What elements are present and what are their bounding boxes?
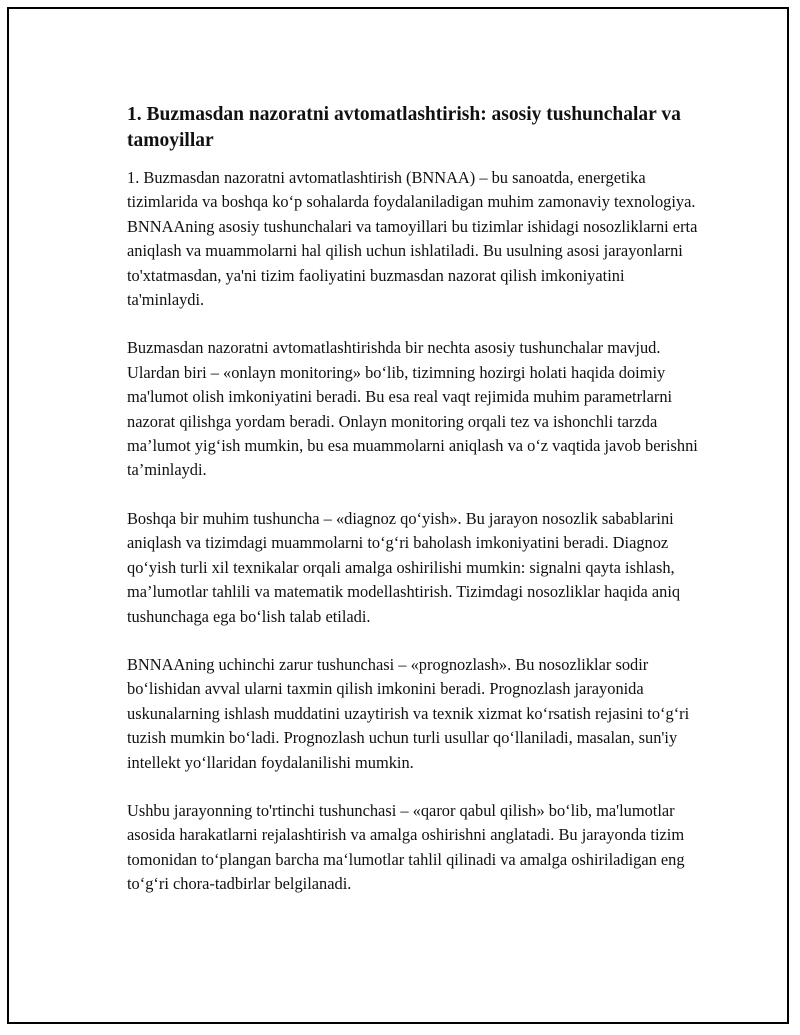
paragraph-intro: 1. Buzmasdan nazoratni avtomatlashtirish (BNNAA) – bu sanoatda, energetika tizimlarida va boshqa ko‘p sohalarda foydalaniladigan muhim zamonaviy texnologiya. BNNAAning asosiy tushunchalari va tamoyillari bu tizimlar ishidagi nosozliklarni erta aniqlash va muammolarni hal qilish uchun ishlatiladi. Bu usulning asosi jarayonlarni to'xtatmasdan, ya'ni tizim faoliyatini buzmasdan nazorat qilish imkoniyatini ta'minlaydi. bbox=[127, 168, 698, 310]
paragraph-forecasting: BNNAAning uchinchi zarur tushunchasi – «prognozlash». Bu nosozliklar sodir bo‘lishidan avval ularni taxmin qilish imkonini beradi. Prognozlash jarayonida uskunalarning ishlash muddatini uzaytirish va texnik xizmat ko‘rsatish rejasini to‘g‘ri tuzish mumkin bo‘ladi. Prognozlash uchun turli usullar qo‘llaniladi, masalan, sun'iy intellekt yo‘llaridan foydalanilishi mumkin. bbox=[127, 654, 690, 772]
paragraph-decision-making: Ushbu jarayonning to'rtinchi tushunchasi – «qaror qabul qilish» bo‘lib, ma'lumotlar asosida harakatlarni rejalashtirish va amalga oshirishni anglatadi. Bu jarayonda tizim tomonidan to‘plangan barcha ma‘lumotlar tahlil qilinadi va amalga oshiriladigan eng to‘g‘ri chora-tadbirlar belgilanadi. bbox=[127, 800, 685, 894]
page-frame bbox=[7, 7, 789, 1024]
paragraph-online-monitoring: Buzmasdan nazoratni avtomatlashtirishda bir nechta asosiy tushunchalar mavjud. Ulardan biri – «onlayn monitoring» bo‘lib, tizimning hozirgi holati haqida doimiy ma'lumot olish imkoniyatini beradi. Bu esa real vaqt rejimida muhim parametrlarni nazorat qilishga yordam beradi. Onlayn monitoring orqali tez va ishonchli tarzda ma’lumot yig‘ish mumkin, bu esa muammolarni aniqlash va o‘z vaqtida javob berishni ta’minlaydi. bbox=[127, 338, 698, 480]
section-heading: 1. Buzmasdan nazoratni avtomatlashtirish: asosiy tushunchalar va tamoyillar bbox=[127, 104, 681, 151]
document-body bbox=[127, 102, 699, 921]
paragraph-diagnosis: Boshqa bir muhim tushuncha – «diagnoz qo‘yish». Bu jarayon nosozlik sabablarini aniqlash va tizimdagi muammolarni to‘g‘ri baholash imkoniyatini beradi. Diagnoz qo‘yish turli xil texnikalar orqali amalga oshirilishi mumkin: signalni qayta ishlash, ma’lumotlar tahlili va matematik modellashtirish. Tizimdagi nosozliklar haqida aniq tushunchaga ega bo‘lish talab etiladi. bbox=[127, 508, 681, 626]
